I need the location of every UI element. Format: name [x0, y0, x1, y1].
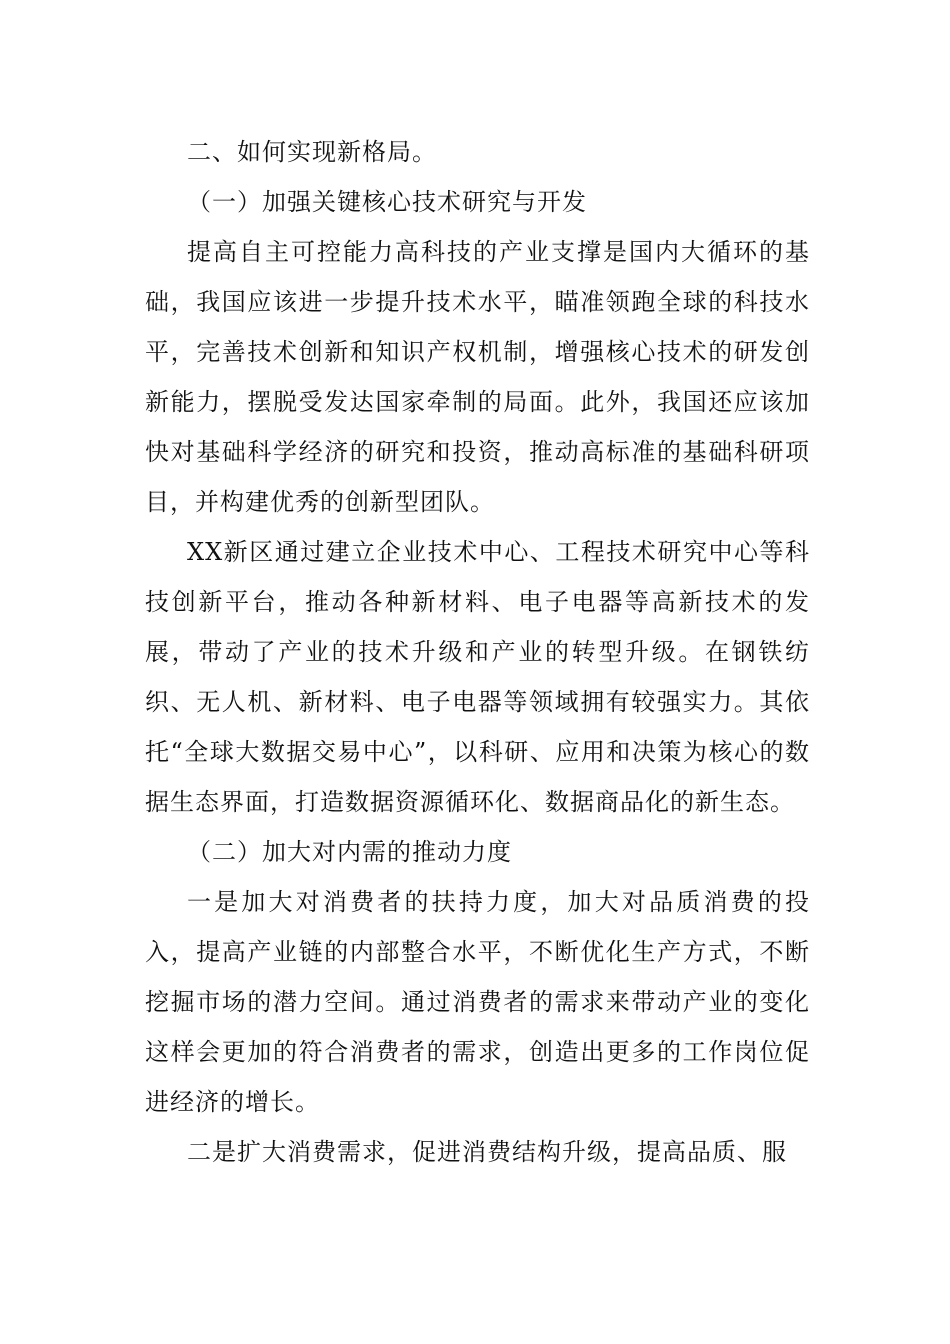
- subsection-title-2: （二）加大对内需的推动力度: [187, 838, 512, 866]
- paragraph-1: 提高自主可控能力高科技的产业支撑是国内大循环的基础，我国应该进一步提升技术水平，瞄准领跑全球的科技水平，完善技术创新和知识产权机制，增强核心技术的研发创新能力，摆脱受发达国家牵制的局面。此外，我国还应该加快对基础科学经济的研究和投资，推动高标准的基础科研项目，并构建优秀的创新型团队。: [145, 238, 810, 516]
- document-body: [145, 127, 810, 1177]
- paragraph-2: XX新区通过建立企业技术中心、工程技术研究中心等科技创新平台，推动各种新材料、电子电器等高新技术的发展，带动了产业的技术升级和产业的转型升级。在钢铁纺织、无人机、新材料、电子电器等领域拥有较强实力。其依托“全球大数据交易中心”，以科研、应用和决策为核心的数据生态界面，打造数据资源循环化、数据商品化的新生态。: [145, 538, 810, 816]
- subsection-title-1: （一）加强关键核心技术研究与开发: [187, 188, 587, 216]
- section-title: 二、如何实现新格局。: [187, 138, 437, 166]
- paragraph-4: 二是扩大消费需求，促进消费结构升级，提高品质、服: [187, 1138, 787, 1166]
- paragraph-3: 一是加大对消费者的扶持力度，加大对品质消费的投入，提高产业链的内部整合水平，不断优化生产方式，不断挖掘市场的潜力空间。通过消费者的需求来带动产业的变化这样会更加的符合消费者的需求，创造出更多的工作岗位促进经济的增长。: [145, 888, 810, 1116]
